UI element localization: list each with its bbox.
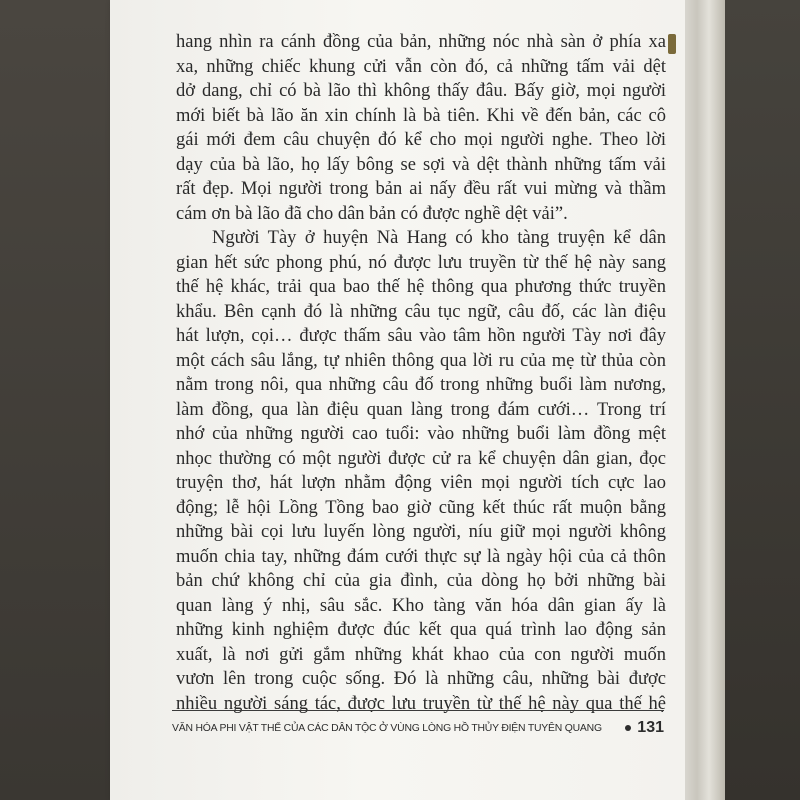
text-line: hang nhìn ra cánh đồng của bản, những nóc nhà sàn ở phía xa xyxy=(176,32,666,52)
text-line: xuất, là nơi gửi gắm những khát khao của con người muốn xyxy=(176,644,666,665)
footer-rule xyxy=(172,710,664,711)
body-text xyxy=(176,30,666,716)
text-line: nằm trong nôi, qua những câu đố trong những buổi làm nương, xyxy=(176,375,666,395)
text-line: xa, những chiếc khung cửi vẫn còn đó, cả những tấm vải dệt xyxy=(176,56,666,77)
text-line: muốn chia tay, những đám cưới thực sự là ngày hội của cả thôn xyxy=(176,546,666,567)
text-line: những kinh nghiệm được đúc kết qua quá trình lao động sản xyxy=(176,620,666,640)
book-cover-right xyxy=(725,0,800,800)
book-cover-left xyxy=(0,0,110,800)
text-line: vươn lên trong cuộc sống. Đó là những câu, những bài được xyxy=(176,669,666,689)
text-line: rất đẹp. Mọi người trong bản ai nấy đều rất vui mừng và thầm xyxy=(176,179,666,199)
text-line: nhiều người sáng tác, được lưu truyền từ thế hệ này qua thế hệ xyxy=(176,693,666,714)
text-line: bản chứ không chỉ của gia đình, của dòng họ bởi những bài xyxy=(176,571,666,591)
text-line: thế hệ khác, trải qua bao thế hệ thông qua phương thức truyền xyxy=(176,277,666,297)
text-line: Người Tày ở huyện Nà Hang có kho tàng truyện kể dân xyxy=(212,228,666,248)
text-line: dở dang, chỉ có bà lão thì không thấy đâu. Bấy giờ, mọi người xyxy=(176,81,666,101)
text-line: động; lễ hội Lồng Tồng bao giờ cũng kết thúc rất muộn bằng xyxy=(176,497,666,518)
text-line: khẩu. Bên cạnh đó là những câu tục ngữ, câu đố, các làn điệu xyxy=(176,301,666,322)
running-title: VĂN HÓA PHI VẬT THỂ CỦA CÁC DÂN TỘC Ở VÙNG LÒNG HỒ THỦY ĐIỆN TUYÊN QUANG xyxy=(172,722,602,734)
text-line: nhọc thường có một người được cử ra kể chuyện dân gian, đọc xyxy=(176,448,666,469)
text-line: dạy của bà lão, họ lấy bông se sợi và dệt thành những tấm vải xyxy=(176,154,666,175)
bookmark-ribbon xyxy=(668,34,676,54)
text-line: cám ơn bà lão đã cho dân bản có được nghề dệt vải”. xyxy=(176,203,568,224)
footer-right xyxy=(625,719,664,737)
page-footer xyxy=(172,717,664,739)
text-line: một cách sâu lắng, tự nhiên thông qua lời ru của mẹ từ thủa còn xyxy=(176,350,666,371)
text-line: làm đồng, qua làn điệu quan làng trong đám cưới… Trong trí xyxy=(176,399,666,420)
text-line: nhớ của những người cao tuổi: vào những buổi làm đồng mệt xyxy=(176,424,666,444)
text-line: truyện thơ, hát lượn nhằm động viên mọi người tích cực lao xyxy=(176,473,666,493)
bullet-icon xyxy=(625,725,631,731)
page-edges xyxy=(685,0,725,800)
text-line: gái mới đem câu chuyện đó kể cho mọi người nghe. Theo lời xyxy=(176,130,666,150)
text-line: gian hết sức phong phú, nó được lưu truyền từ thế hệ này sang xyxy=(176,252,666,273)
page-number: 131 xyxy=(637,719,664,736)
text-line: những bài cọi lưu luyến lòng người, níu giữ mọi người không xyxy=(176,522,666,542)
text-line: hát lượn, cọi… được thấm sâu vào tâm hồn người Tày nơi đây xyxy=(176,326,666,346)
text-line: mới biết bà lão ăn xin chính là bà tiên. Khi về đến bản, các cô xyxy=(176,105,666,126)
text-line: quan làng ý nhị, sâu sắc. Kho tàng văn hóa dân gian ấy là xyxy=(176,595,666,616)
